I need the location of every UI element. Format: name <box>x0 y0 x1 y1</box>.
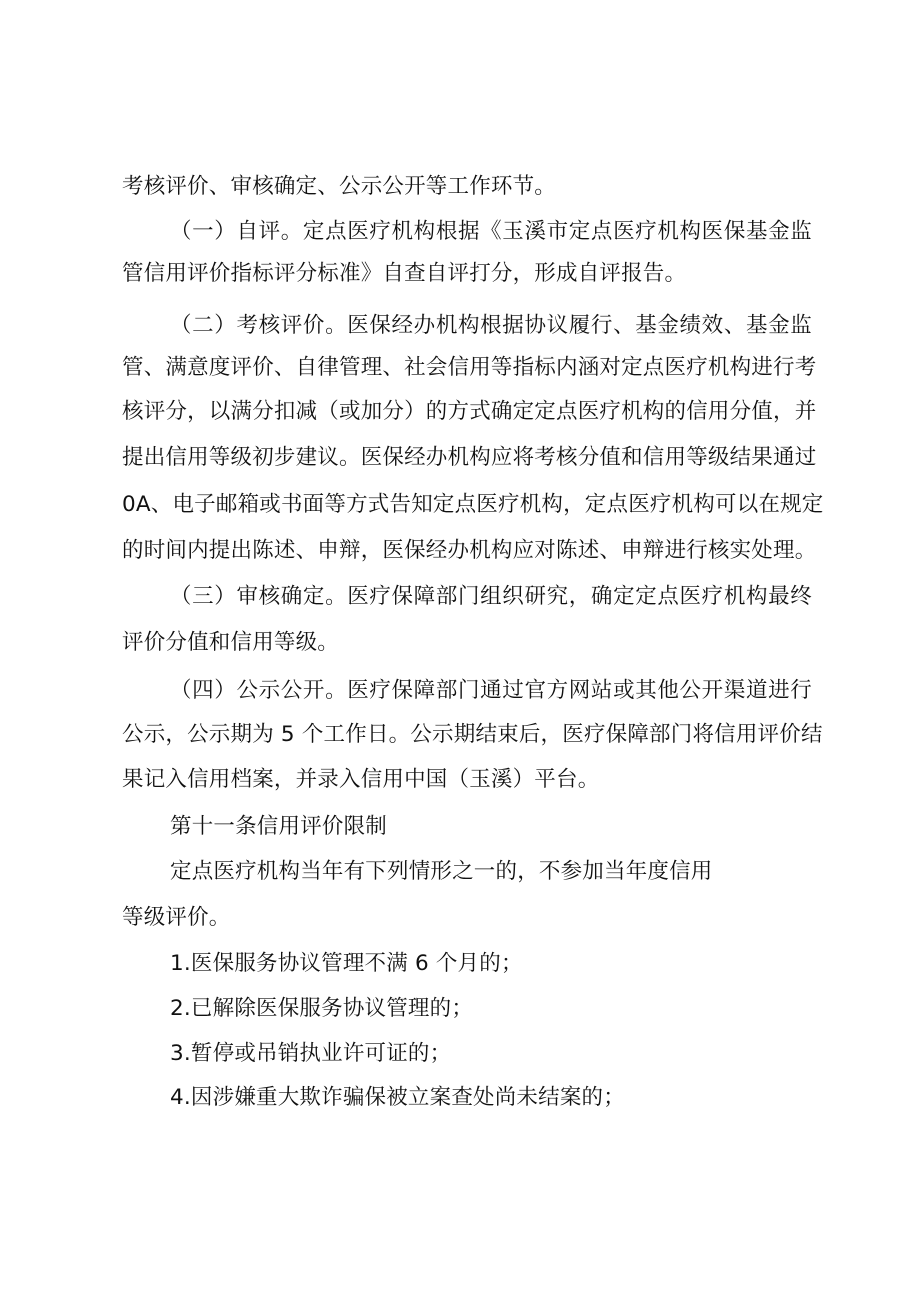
text-line: 提出信用等级初步建议。医保经办机构应将考核分值和信用等级结果通过 <box>122 445 817 470</box>
text-line: （二）考核评价。医保经办机构根据协议履行、基金绩效、基金监 <box>170 313 812 338</box>
list-item: 4.因涉嫌重大欺诈骗保被立案查处尚未结案的； <box>170 1085 625 1110</box>
text-line: （四）公示公开。医疗保障部门通过官方网站或其他公开渠道进行 <box>170 678 812 703</box>
text-line: （一）自评。定点医疗机构根据《玉溪市定点医疗机构医保基金监 <box>170 219 812 244</box>
text-line: 管、满意度评价、自律管理、社会信用等指标内涵对定点医疗机构进行考 <box>122 355 817 380</box>
text-line: 核评分，以满分扣减（或加分）的方式确定定点医疗机构的信用分值，并 <box>122 399 817 424</box>
text-line: 定点医疗机构当年有下列情形之一的，不参加当年度信用 <box>170 859 713 884</box>
text-line: 0A、电子邮箱或书面等方式告知定点医疗机构，定点医疗机构可以在规定 <box>122 492 824 517</box>
text-line: 管信用评价指标评分标准》自查自评打分，形成自评报告。 <box>122 261 687 286</box>
text-line: 评价分值和信用等级。 <box>122 630 340 655</box>
list-item: 1.医保服务协议管理不满 6 个月的； <box>170 951 523 976</box>
text-line: 公示，公示期为 5 个工作日。公示期结束后，医疗保障部门将信用评价结 <box>122 722 823 747</box>
text-line: 考核评价、审核确定、公示公开等工作环节。 <box>122 174 557 199</box>
text-line: 果记入信用档案，并录入信用中国（玉溪）平台。 <box>122 767 600 792</box>
list-item: 3.暂停或吊销执业许可证的； <box>170 1041 452 1066</box>
text-line: （三）审核确定。医疗保障部门组织研究，确定定点医疗机构最终 <box>170 584 812 609</box>
text-line: 的时间内提出陈述、申辩，医保经办机构应对陈述、申辩进行核实处理。 <box>122 538 817 563</box>
text-line: 等级评价。 <box>122 905 231 930</box>
section-heading: 第十一条信用评价限制 <box>170 814 388 839</box>
list-item: 2.已解除医保服务协议管理的； <box>170 996 474 1021</box>
